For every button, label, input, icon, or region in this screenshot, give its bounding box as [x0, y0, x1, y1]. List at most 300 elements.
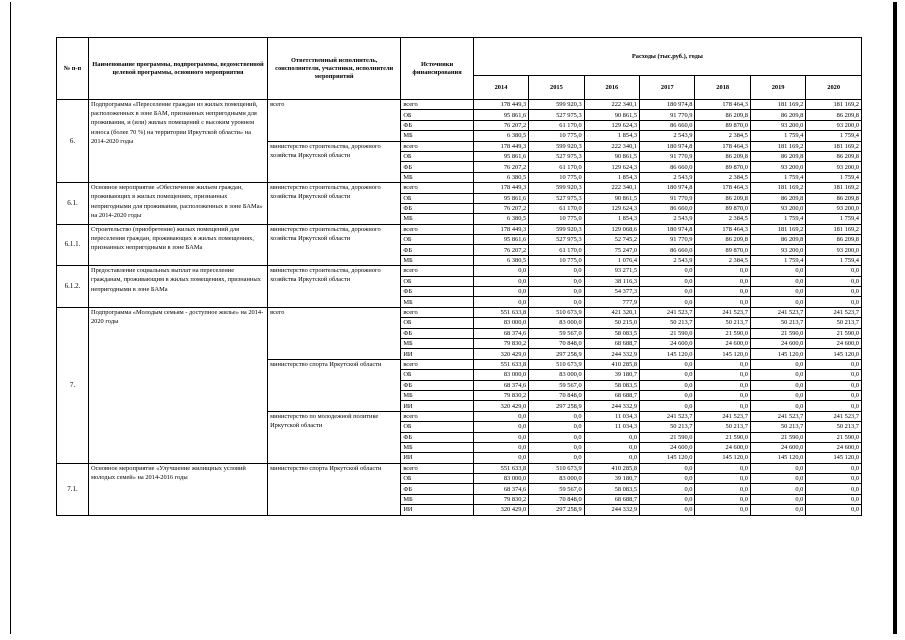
amount-cell: 59 567,0	[529, 380, 584, 390]
header-year: 2020	[806, 76, 862, 100]
header-name: Наименование программы, подпрограммы, ведомственной целевой программы, основного мероприятия	[88, 38, 267, 100]
amount-cell: 2 543,9	[640, 255, 695, 265]
amount-cell: 1 076,4	[584, 255, 639, 265]
table-row	[57, 266, 862, 276]
amount-cell: 181 169,2	[750, 100, 805, 110]
funding-source: ФБ	[401, 245, 473, 255]
amount-cell: 21 590,0	[806, 432, 862, 442]
amount-cell: 145 120,0	[750, 453, 805, 463]
amount-cell: 50 213,7	[640, 318, 695, 328]
amount-cell: 0,0	[806, 505, 862, 515]
amount-cell: 0,0	[640, 494, 695, 504]
amount-cell: 0,0	[640, 474, 695, 484]
amount-cell: 86 660,0	[640, 203, 695, 213]
amount-cell: 90 861,5	[584, 151, 639, 161]
amount-cell: 0,0	[529, 442, 584, 452]
amount-cell: 599 920,3	[529, 224, 584, 234]
amount-cell: 0,0	[806, 380, 862, 390]
amount-cell: 86 209,8	[695, 110, 750, 120]
program-name: Подпрограмма «Переселение граждан из жилых помещений, расположенных в зоне БАМ, признанных непригодными для проживания, и (или) жилых помещений с высоким уровнем износа (более 70 %) на территории Иркутской области» на 2014-2020 годы	[88, 100, 267, 183]
budget-document	[56, 37, 862, 516]
amount-cell: 599 920,3	[529, 183, 584, 193]
amount-cell: 86 209,8	[806, 235, 862, 245]
amount-cell: 86 209,8	[695, 193, 750, 203]
amount-cell: 527 975,3	[529, 235, 584, 245]
amount-cell: 70 848,0	[529, 338, 584, 348]
amount-cell: 0,0	[473, 297, 528, 307]
amount-cell: 50 213,7	[640, 422, 695, 432]
amount-cell: 180 974,8	[640, 141, 695, 151]
amount-cell: 2 543,9	[640, 131, 695, 141]
amount-cell: 0,0	[640, 276, 695, 286]
amount-cell: 0,0	[695, 297, 750, 307]
header-year: 2018	[695, 76, 750, 100]
program-name: Основное мероприятие «Обеспечение жильем граждан, проживающих в жилых помещениях, признанных непригодными для проживания, расположенных в зоне БАМа» на 2014-2020 годы	[88, 183, 267, 225]
amount-cell: 0,0	[750, 287, 805, 297]
amount-cell: 0,0	[695, 380, 750, 390]
funding-source: МБ	[401, 131, 473, 141]
amount-cell: 241 523,7	[640, 307, 695, 317]
amount-cell: 0,0	[473, 411, 528, 421]
funding-source: ФБ	[401, 287, 473, 297]
funding-source: всего	[401, 411, 473, 421]
table-row	[57, 224, 862, 234]
amount-cell: 24 600,0	[806, 338, 862, 348]
amount-cell: 241 523,7	[695, 307, 750, 317]
amount-cell: 95 861,6	[473, 235, 528, 245]
amount-cell: 0,0	[750, 494, 805, 504]
amount-cell: 0,0	[695, 287, 750, 297]
funding-source: всего	[401, 359, 473, 369]
amount-cell: 527 975,3	[529, 110, 584, 120]
amount-cell: 1 759,4	[750, 172, 805, 182]
funding-source: МБ	[401, 338, 473, 348]
amount-cell: 86 209,8	[806, 151, 862, 161]
amount-cell: 24 600,0	[750, 442, 805, 452]
amount-cell: 68 374,6	[473, 380, 528, 390]
amount-cell: 0,0	[640, 505, 695, 515]
amount-cell: 93 200,0	[750, 203, 805, 213]
amount-cell: 145 120,0	[750, 349, 805, 359]
amount-cell: 0,0	[695, 463, 750, 473]
executor-name: министерство строительства, дорожного хозяйства Иркутской области	[268, 141, 401, 183]
funding-source: всего	[401, 463, 473, 473]
header-year: 2014	[473, 76, 528, 100]
amount-cell: 10 775,0	[529, 255, 584, 265]
funding-source: МБ	[401, 494, 473, 504]
amount-cell: 2 384,5	[695, 214, 750, 224]
amount-cell: 297 258,9	[529, 349, 584, 359]
amount-cell: 58 083,5	[584, 484, 639, 494]
amount-cell: 10 775,0	[529, 172, 584, 182]
funding-source: ФБ	[401, 203, 473, 213]
amount-cell: 83 000,0	[473, 370, 528, 380]
amount-cell: 129 068,6	[584, 224, 639, 234]
amount-cell: 320 429,0	[473, 505, 528, 515]
amount-cell: 178 449,3	[473, 100, 528, 110]
amount-cell: 181 169,2	[750, 183, 805, 193]
amount-cell: 145 120,0	[806, 349, 862, 359]
amount-cell: 93 200,0	[750, 120, 805, 130]
amount-cell: 79 830,2	[473, 338, 528, 348]
amount-cell: 421 320,1	[584, 307, 639, 317]
amount-cell: 86 209,8	[750, 110, 805, 120]
funding-source: МБ	[401, 442, 473, 452]
amount-cell: 0,0	[806, 494, 862, 504]
funding-source: МБ	[401, 390, 473, 400]
amount-cell: 0,0	[640, 359, 695, 369]
header-expenses: Расходы (тыс.руб.), годы	[473, 38, 861, 76]
amount-cell: 297 258,9	[529, 401, 584, 411]
amount-cell: 0,0	[529, 432, 584, 442]
amount-cell: 244 332,9	[584, 401, 639, 411]
funding-source: всего	[401, 100, 473, 110]
amount-cell: 0,0	[695, 390, 750, 400]
amount-cell: 68 688,7	[584, 494, 639, 504]
amount-cell: 39 180,7	[584, 474, 639, 484]
amount-cell: 58 083,5	[584, 328, 639, 338]
amount-cell: 1 759,4	[750, 131, 805, 141]
amount-cell: 21 590,0	[640, 432, 695, 442]
amount-cell: 93 200,0	[806, 120, 862, 130]
amount-cell: 0,0	[640, 297, 695, 307]
amount-cell: 0,0	[473, 453, 528, 463]
amount-cell: 86 660,0	[640, 245, 695, 255]
amount-cell: 1 854,3	[584, 172, 639, 182]
amount-cell: 0,0	[640, 380, 695, 390]
amount-cell: 21 590,0	[640, 328, 695, 338]
funding-source: всего	[401, 224, 473, 234]
amount-cell: 241 523,7	[806, 307, 862, 317]
amount-cell: 0,0	[750, 505, 805, 515]
budget-table	[56, 37, 862, 516]
amount-cell: 95 861,6	[473, 110, 528, 120]
funding-source: МБ	[401, 172, 473, 182]
executor-name: министерство строительства, дорожного хозяйства Иркутской области	[268, 224, 401, 266]
amount-cell: 178 449,3	[473, 183, 528, 193]
amount-cell: 2 543,9	[640, 214, 695, 224]
amount-cell: 0,0	[640, 370, 695, 380]
amount-cell: 24 600,0	[750, 338, 805, 348]
amount-cell: 320 429,0	[473, 401, 528, 411]
amount-cell: 2 384,5	[695, 131, 750, 141]
amount-cell: 0,0	[806, 484, 862, 494]
amount-cell: 50 213,7	[806, 422, 862, 432]
amount-cell: 0,0	[750, 484, 805, 494]
amount-cell: 21 590,0	[695, 328, 750, 338]
amount-cell: 1 759,4	[806, 214, 862, 224]
amount-cell: 79 830,2	[473, 494, 528, 504]
amount-cell: 6 380,5	[473, 131, 528, 141]
amount-cell: 551 633,8	[473, 359, 528, 369]
amount-cell: 24 600,0	[695, 442, 750, 452]
amount-cell: 0,0	[529, 422, 584, 432]
amount-cell: 0,0	[750, 370, 805, 380]
amount-cell: 50 213,7	[695, 422, 750, 432]
amount-cell: 0,0	[473, 432, 528, 442]
amount-cell: 2 543,9	[640, 172, 695, 182]
amount-cell: 222 340,1	[584, 100, 639, 110]
amount-cell: 0,0	[806, 287, 862, 297]
amount-cell: 70 848,0	[529, 494, 584, 504]
amount-cell: 6 380,5	[473, 214, 528, 224]
amount-cell: 551 633,8	[473, 307, 528, 317]
amount-cell: 129 624,3	[584, 120, 639, 130]
amount-cell: 0,0	[473, 442, 528, 452]
amount-cell: 1 759,4	[806, 172, 862, 182]
amount-cell: 61 170,0	[529, 162, 584, 172]
amount-cell: 91 770,9	[640, 235, 695, 245]
amount-cell: 39 180,7	[584, 370, 639, 380]
amount-cell: 410 285,8	[584, 463, 639, 473]
amount-cell: 0,0	[806, 297, 862, 307]
funding-source: ИИ	[401, 453, 473, 463]
amount-cell: 68 688,7	[584, 338, 639, 348]
amount-cell: 0,0	[750, 463, 805, 473]
amount-cell: 50 215,0	[584, 318, 639, 328]
amount-cell: 510 673,9	[529, 359, 584, 369]
amount-cell: 777,9	[584, 297, 639, 307]
funding-source: ОБ	[401, 422, 473, 432]
amount-cell: 0,0	[640, 390, 695, 400]
amount-cell: 86 209,8	[695, 235, 750, 245]
amount-cell: 222 340,1	[584, 183, 639, 193]
table-row	[57, 307, 862, 317]
amount-cell: 90 861,5	[584, 110, 639, 120]
amount-cell: 0,0	[695, 266, 750, 276]
amount-cell: 0,0	[640, 484, 695, 494]
amount-cell: 0,0	[640, 463, 695, 473]
header-year: 2015	[529, 76, 584, 100]
amount-cell: 52 745,2	[584, 235, 639, 245]
row-number: 6.1.	[57, 183, 89, 225]
row-number: 7.	[57, 307, 89, 463]
amount-cell: 0,0	[529, 287, 584, 297]
header-year: 2019	[750, 76, 805, 100]
amount-cell: 93 200,0	[806, 203, 862, 213]
amount-cell: 83 000,0	[529, 370, 584, 380]
amount-cell: 510 673,9	[529, 307, 584, 317]
program-name: Подпрограмма «Молодым семьям - доступное жилье» на 2014-2020 годы	[88, 307, 267, 463]
amount-cell: 320 429,0	[473, 349, 528, 359]
amount-cell: 54 377,3	[584, 287, 639, 297]
header-year: 2017	[640, 76, 695, 100]
funding-source: ФБ	[401, 328, 473, 338]
amount-cell: 10 775,0	[529, 131, 584, 141]
amount-cell: 21 590,0	[750, 432, 805, 442]
amount-cell: 181 169,2	[750, 141, 805, 151]
amount-cell: 0,0	[806, 474, 862, 484]
amount-cell: 61 170,0	[529, 120, 584, 130]
amount-cell: 241 523,7	[640, 411, 695, 421]
amount-cell: 244 332,9	[584, 505, 639, 515]
amount-cell: 24 600,0	[695, 338, 750, 348]
funding-source: МБ	[401, 214, 473, 224]
funding-source: всего	[401, 266, 473, 276]
amount-cell: 0,0	[473, 422, 528, 432]
amount-cell: 86 209,8	[695, 151, 750, 161]
amount-cell: 75 247,0	[584, 245, 639, 255]
amount-cell: 21 590,0	[806, 328, 862, 338]
amount-cell: 0,0	[529, 276, 584, 286]
amount-cell: 0,0	[695, 484, 750, 494]
amount-cell: 50 213,7	[695, 318, 750, 328]
amount-cell: 79 830,2	[473, 390, 528, 400]
amount-cell: 6 380,5	[473, 172, 528, 182]
amount-cell: 1 759,4	[750, 214, 805, 224]
amount-cell: 1 759,4	[806, 131, 862, 141]
amount-cell: 1 759,4	[750, 255, 805, 265]
amount-cell: 510 673,9	[529, 463, 584, 473]
amount-cell: 21 590,0	[750, 328, 805, 338]
amount-cell: 551 633,8	[473, 463, 528, 473]
funding-source: ОБ	[401, 276, 473, 286]
amount-cell: 83 000,0	[529, 474, 584, 484]
amount-cell: 0,0	[473, 266, 528, 276]
executor-name: министерство спорта Иркутской области	[268, 359, 401, 411]
amount-cell: 10 775,0	[529, 214, 584, 224]
amount-cell: 95 861,6	[473, 151, 528, 161]
amount-cell: 180 974,8	[640, 100, 695, 110]
amount-cell: 61 170,0	[529, 203, 584, 213]
amount-cell: 11 034,3	[584, 411, 639, 421]
amount-cell: 0,0	[806, 370, 862, 380]
header-year: 2016	[584, 76, 639, 100]
executor-name: министерство спорта Иркутской области	[268, 463, 401, 515]
amount-cell: 0,0	[584, 432, 639, 442]
table-row	[57, 183, 862, 193]
header-number: № п-п	[57, 38, 89, 100]
amount-cell: 86 209,8	[806, 110, 862, 120]
table-row	[57, 100, 862, 110]
amount-cell: 95 861,6	[473, 193, 528, 203]
amount-cell: 83 000,0	[529, 318, 584, 328]
funding-source: ОБ	[401, 110, 473, 120]
amount-cell: 0,0	[584, 442, 639, 452]
amount-cell: 86 209,8	[750, 151, 805, 161]
amount-cell: 58 083,5	[584, 380, 639, 390]
amount-cell: 86 209,8	[806, 193, 862, 203]
amount-cell: 178 464,3	[695, 224, 750, 234]
amount-cell: 50 213,7	[750, 318, 805, 328]
funding-source: ФБ	[401, 120, 473, 130]
amount-cell: 145 120,0	[640, 349, 695, 359]
amount-cell: 0,0	[806, 276, 862, 286]
amount-cell: 297 258,9	[529, 505, 584, 515]
funding-source: всего	[401, 307, 473, 317]
table-body	[57, 100, 862, 516]
amount-cell: 241 523,7	[750, 411, 805, 421]
amount-cell: 180 974,8	[640, 183, 695, 193]
amount-cell: 0,0	[640, 266, 695, 276]
amount-cell: 86 209,8	[750, 235, 805, 245]
amount-cell: 83 000,0	[473, 318, 528, 328]
amount-cell: 93 200,0	[750, 245, 805, 255]
amount-cell: 599 920,3	[529, 100, 584, 110]
amount-cell: 1 854,3	[584, 214, 639, 224]
funding-source: ОБ	[401, 370, 473, 380]
amount-cell: 0,0	[750, 380, 805, 390]
amount-cell: 0,0	[695, 370, 750, 380]
amount-cell: 0,0	[695, 474, 750, 484]
amount-cell: 145 120,0	[806, 453, 862, 463]
amount-cell: 181 169,2	[750, 224, 805, 234]
amount-cell: 145 120,0	[640, 453, 695, 463]
amount-cell: 50 213,7	[806, 318, 862, 328]
amount-cell: 61 170,0	[529, 245, 584, 255]
amount-cell: 86 660,0	[640, 162, 695, 172]
funding-source: ИИ	[401, 401, 473, 411]
amount-cell: 0,0	[806, 359, 862, 369]
row-number: 6.1.1.	[57, 224, 89, 266]
amount-cell: 0,0	[640, 287, 695, 297]
amount-cell: 93 200,0	[806, 162, 862, 172]
header-executor: Ответственный исполнитель, соисполнители, участники, исполнители мероприятий	[268, 38, 401, 100]
amount-cell: 178 449,3	[473, 141, 528, 151]
amount-cell: 91 770,9	[640, 110, 695, 120]
amount-cell: 0,0	[806, 390, 862, 400]
amount-cell: 24 600,0	[806, 442, 862, 452]
funding-source: всего	[401, 141, 473, 151]
amount-cell: 76 207,2	[473, 245, 528, 255]
amount-cell: 0,0	[750, 401, 805, 411]
amount-cell: 0,0	[750, 297, 805, 307]
funding-source: всего	[401, 183, 473, 193]
amount-cell: 0,0	[529, 266, 584, 276]
funding-source: ФБ	[401, 162, 473, 172]
amount-cell: 181 169,2	[806, 224, 862, 234]
amount-cell: 0,0	[584, 453, 639, 463]
program-name: Предоставление социальных выплат на переселение гражданам, проживающим в жилых помещениях, признанных непригодными в зоне БАМа	[88, 266, 267, 308]
row-number: 6.1.2.	[57, 266, 89, 308]
executor-name: всего	[268, 100, 401, 142]
amount-cell: 527 975,3	[529, 193, 584, 203]
amount-cell: 38 116,3	[584, 276, 639, 286]
amount-cell: 59 567,0	[529, 328, 584, 338]
program-name: Строительство (приобретение) жилых помещений для переселения граждан, проживающих в жилых помещениях, признанных непригодными в зоне БАМа	[88, 224, 267, 266]
funding-source: ИИ	[401, 505, 473, 515]
funding-source: ФБ	[401, 380, 473, 390]
amount-cell: 2 384,5	[695, 255, 750, 265]
amount-cell: 599 920,3	[529, 141, 584, 151]
table-row	[57, 463, 862, 473]
amount-cell: 0,0	[529, 411, 584, 421]
funding-source: ФБ	[401, 432, 473, 442]
amount-cell: 24 600,0	[640, 338, 695, 348]
amount-cell: 178 464,3	[695, 183, 750, 193]
funding-source: ФБ	[401, 484, 473, 494]
amount-cell: 0,0	[750, 266, 805, 276]
amount-cell: 129 624,3	[584, 203, 639, 213]
funding-source: ОБ	[401, 151, 473, 161]
amount-cell: 0,0	[750, 390, 805, 400]
amount-cell: 0,0	[750, 359, 805, 369]
amount-cell: 244 332,9	[584, 349, 639, 359]
amount-cell: 0,0	[529, 297, 584, 307]
amount-cell: 178 464,3	[695, 100, 750, 110]
amount-cell: 68 374,6	[473, 484, 528, 494]
amount-cell: 91 770,9	[640, 151, 695, 161]
amount-cell: 222 340,1	[584, 141, 639, 151]
amount-cell: 0,0	[695, 359, 750, 369]
amount-cell: 93 200,0	[806, 245, 862, 255]
amount-cell: 76 207,2	[473, 203, 528, 213]
amount-cell: 180 974,8	[640, 224, 695, 234]
amount-cell: 0,0	[806, 401, 862, 411]
program-name: Основное мероприятие «Улучшение жилищных условий молодых семей» на 2014-2016 годы	[88, 463, 267, 515]
amount-cell: 93 271,5	[584, 266, 639, 276]
executor-name: всего	[268, 307, 401, 359]
